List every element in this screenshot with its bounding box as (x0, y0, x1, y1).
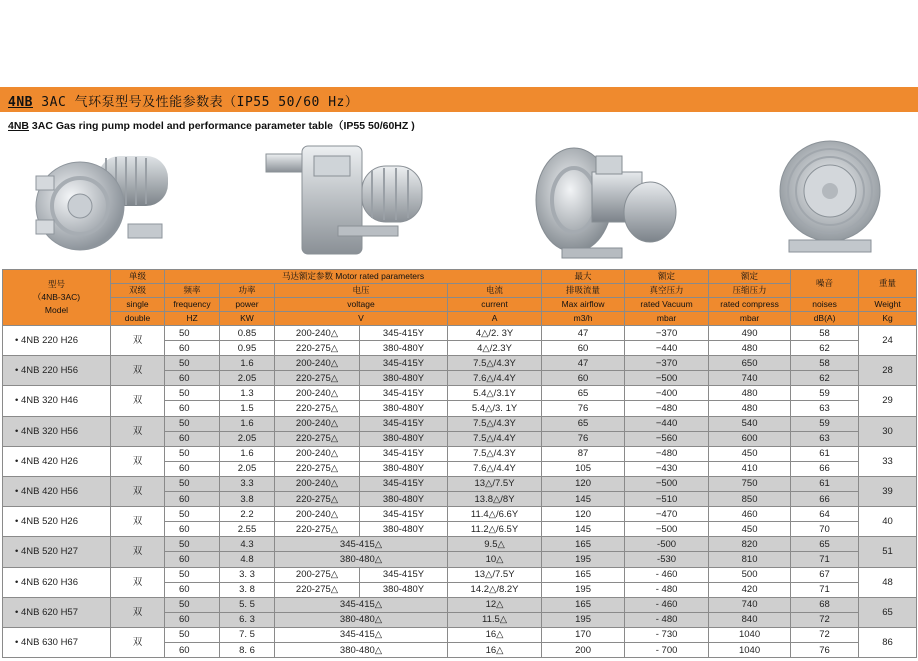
weight-cell: 30 (859, 416, 917, 446)
noise-cell: 67 (791, 567, 859, 582)
airflow-cell: 195 (542, 612, 625, 627)
vacuum-cell: −370 (625, 356, 709, 371)
power-cell: 1.6 (220, 416, 275, 431)
voltage-delta-cell: 200-240△ (275, 446, 360, 461)
vacuum-cell: −430 (625, 461, 709, 476)
vacuum-cell: −480 (625, 401, 709, 416)
table-row (3, 537, 917, 552)
model-name-cell: • 4NB 220 H26 (3, 326, 111, 356)
header-rated-1: 额定 (625, 270, 709, 284)
power-cell: 2.05 (220, 371, 275, 386)
vacuum-cell: - 480 (625, 612, 709, 627)
airflow-cell: 76 (542, 431, 625, 446)
voltage-delta-cell: 200-240△ (275, 326, 360, 341)
compress-cell: 740 (709, 371, 791, 386)
current-cell: 7.5△/4.3Y (448, 416, 542, 431)
model-name-cell: • 4NB 520 H26 (3, 507, 111, 537)
vacuum-cell: - 480 (625, 582, 709, 597)
header-stage: 单级 (111, 270, 165, 284)
header-double-cn: 双级 (111, 284, 165, 298)
compress-cell: 650 (709, 356, 791, 371)
noise-cell: 62 (791, 341, 859, 356)
voltage-star-cell: 345-415Y (360, 476, 448, 491)
header-weight-unit: Kg (859, 312, 917, 326)
weight-cell: 65 (859, 597, 917, 627)
noise-cell: 61 (791, 446, 859, 461)
voltage-cell: 380-480△ (275, 642, 448, 657)
table-row (3, 416, 917, 431)
voltage-star-cell: 380-480Y (360, 431, 448, 446)
frequency-cell: 50 (165, 386, 220, 401)
header-model: 型号 （4NB-3AC) Model (3, 270, 111, 326)
power-cell: 1.3 (220, 386, 275, 401)
table-row (3, 507, 917, 522)
model-name-cell: • 4NB 620 H36 (3, 567, 111, 597)
airflow-cell: 165 (542, 567, 625, 582)
power-cell: 3.8 (220, 492, 275, 507)
airflow-cell: 120 (542, 476, 625, 491)
airflow-cell: 145 (542, 492, 625, 507)
vacuum-cell: -500 (625, 537, 709, 552)
frequency-cell: 50 (165, 597, 220, 612)
vacuum-cell: −480 (625, 446, 709, 461)
table-row (3, 326, 917, 341)
header-double-en: double (111, 312, 165, 326)
noise-cell: 59 (791, 416, 859, 431)
pump-photo-front-icon (775, 136, 885, 261)
header-compress-cn: 压缩压力 (709, 284, 791, 298)
stage-cell: 双 (111, 567, 165, 597)
header-noise-cn: 噪音 (791, 270, 859, 298)
current-cell: 11.2△/6.5Y (448, 522, 542, 537)
voltage-cell: 380-480△ (275, 612, 448, 627)
compress-cell: 850 (709, 492, 791, 507)
model-name-cell: • 4NB 420 H26 (3, 446, 111, 476)
stage-cell: 双 (111, 627, 165, 657)
current-cell: 16△ (448, 642, 542, 657)
voltage-star-cell: 345-415Y (360, 356, 448, 371)
table-row (3, 386, 917, 401)
airflow-cell: 65 (542, 416, 625, 431)
header-freq-en: frequency (165, 298, 220, 312)
header-freq-unit: HZ (165, 312, 220, 326)
subtitle-text: 3AC Gas ring pump model and performance parameter table（IP55 50/60HZ ) (29, 120, 415, 132)
voltage-delta-cell: 200-240△ (275, 356, 360, 371)
frequency-cell: 50 (165, 416, 220, 431)
title-banner (0, 87, 918, 112)
current-cell: 13.8△/8Y (448, 492, 542, 507)
voltage-delta-cell: 200-240△ (275, 416, 360, 431)
model-name-cell: • 4NB 420 H56 (3, 476, 111, 506)
table-row (3, 567, 917, 582)
airflow-cell: 170 (542, 627, 625, 642)
frequency-cell: 50 (165, 627, 220, 642)
current-cell: 7.5△/4.3Y (448, 356, 542, 371)
model-name-cell: • 4NB 320 H46 (3, 386, 111, 416)
current-cell: 11.5△ (448, 612, 542, 627)
voltage-star-cell: 345-415Y (360, 567, 448, 582)
model-name-cell: • 4NB 320 H56 (3, 416, 111, 446)
voltage-delta-cell: 220-275△ (275, 341, 360, 356)
compress-cell: 450 (709, 446, 791, 461)
header-weight-en: Weight (859, 298, 917, 312)
header-airflow-en: Max airflow (542, 298, 625, 312)
voltage-cell: 345-415△ (275, 537, 448, 552)
table-row (3, 356, 917, 371)
stage-cell: 双 (111, 416, 165, 446)
model-name-cell: • 4NB 220 H56 (3, 356, 111, 386)
header-single-en: single (111, 298, 165, 312)
noise-cell: 58 (791, 356, 859, 371)
power-cell: 2.05 (220, 431, 275, 446)
voltage-delta-cell: 220-275△ (275, 582, 360, 597)
noise-cell: 61 (791, 476, 859, 491)
power-cell: 1.6 (220, 356, 275, 371)
vacuum-cell: −500 (625, 476, 709, 491)
pump-photo-side-icon (28, 136, 188, 261)
header-max: 最大 (542, 270, 625, 284)
vacuum-cell: - 700 (625, 642, 709, 657)
current-cell: 7.6△/4.4Y (448, 461, 542, 476)
header-noise-en: noises (791, 298, 859, 312)
compress-cell: 600 (709, 431, 791, 446)
power-cell: 6. 3 (220, 612, 275, 627)
header-vacuum-unit: mbar (625, 312, 709, 326)
frequency-cell: 50 (165, 507, 220, 522)
current-cell: 12△ (448, 597, 542, 612)
frequency-cell: 60 (165, 371, 220, 386)
compress-cell: 1040 (709, 627, 791, 642)
stage-cell: 双 (111, 356, 165, 386)
voltage-cell: 380-480△ (275, 552, 448, 567)
power-cell: 0.95 (220, 341, 275, 356)
airflow-cell: 120 (542, 507, 625, 522)
compress-cell: 1040 (709, 642, 791, 657)
vacuum-cell: −440 (625, 341, 709, 356)
voltage-delta-cell: 220-275△ (275, 431, 360, 446)
compress-cell: 480 (709, 341, 791, 356)
power-cell: 2.55 (220, 522, 275, 537)
vacuum-cell: −500 (625, 371, 709, 386)
compress-cell: 750 (709, 476, 791, 491)
vacuum-cell: −560 (625, 431, 709, 446)
weight-cell: 39 (859, 476, 917, 506)
power-cell: 2.2 (220, 507, 275, 522)
header-power-unit: KW (220, 312, 275, 326)
noise-cell: 72 (791, 627, 859, 642)
power-cell: 3. 8 (220, 582, 275, 597)
vacuum-cell: - 460 (625, 567, 709, 582)
header-weight-cn: 重量 (859, 270, 917, 298)
current-cell: 7.5△/4.3Y (448, 446, 542, 461)
weight-cell: 29 (859, 386, 917, 416)
airflow-cell: 87 (542, 446, 625, 461)
current-cell: 13△/7.5Y (448, 567, 542, 582)
frequency-cell: 60 (165, 582, 220, 597)
weight-cell: 40 (859, 507, 917, 537)
voltage-star-cell: 345-415Y (360, 507, 448, 522)
noise-cell: 59 (791, 386, 859, 401)
header-voltage-en: voltage (275, 298, 448, 312)
airflow-cell: 60 (542, 371, 625, 386)
weight-cell: 24 (859, 326, 917, 356)
stage-cell: 双 (111, 507, 165, 537)
voltage-delta-cell: 220-275△ (275, 522, 360, 537)
current-cell: 9.5△ (448, 537, 542, 552)
weight-cell: 51 (859, 537, 917, 567)
header-current-unit: A (448, 312, 542, 326)
voltage-delta-cell: 220-275△ (275, 401, 360, 416)
frequency-cell: 60 (165, 492, 220, 507)
current-cell: 4△/2.3Y (448, 341, 542, 356)
voltage-delta-cell: 200-275△ (275, 567, 360, 582)
current-cell: 7.6△/4.4Y (448, 371, 542, 386)
voltage-star-cell: 345-415Y (360, 446, 448, 461)
header-current-en: current (448, 298, 542, 312)
weight-cell: 33 (859, 446, 917, 476)
voltage-star-cell: 380-480Y (360, 341, 448, 356)
current-cell: 10△ (448, 552, 542, 567)
noise-cell: 66 (791, 461, 859, 476)
airflow-cell: 165 (542, 537, 625, 552)
voltage-star-cell: 345-415Y (360, 386, 448, 401)
table-row (3, 476, 917, 491)
current-cell: 11.4△/6.6Y (448, 507, 542, 522)
voltage-star-cell: 345-415Y (360, 326, 448, 341)
voltage-delta-cell: 200-240△ (275, 476, 360, 491)
voltage-star-cell: 380-480Y (360, 522, 448, 537)
frequency-cell: 60 (165, 341, 220, 356)
stage-cell: 双 (111, 326, 165, 356)
header-noise-unit: dB(A) (791, 312, 859, 326)
frequency-cell: 60 (165, 522, 220, 537)
vacuum-cell: −510 (625, 492, 709, 507)
frequency-cell: 60 (165, 642, 220, 657)
model-name-cell: • 4NB 630 H67 (3, 627, 111, 657)
header-freq-cn: 频率 (165, 284, 220, 298)
header-power-en: power (220, 298, 275, 312)
noise-cell: 71 (791, 552, 859, 567)
header-current-cn: 电流 (448, 284, 542, 298)
table-row (3, 627, 917, 642)
compress-cell: 410 (709, 461, 791, 476)
current-cell: 5.4△/3. 1Y (448, 401, 542, 416)
airflow-cell: 195 (542, 582, 625, 597)
voltage-star-cell: 345-415Y (360, 416, 448, 431)
frequency-cell: 50 (165, 567, 220, 582)
voltage-cell: 345-415△ (275, 627, 448, 642)
vacuum-cell: - 460 (625, 597, 709, 612)
compress-cell: 840 (709, 612, 791, 627)
pump-photo-long-icon (262, 140, 442, 260)
noise-cell: 64 (791, 507, 859, 522)
title-text: 3AC 气环泵型号及性能参数表（IP55 50/60 Hz） (32, 95, 359, 110)
compress-cell: 500 (709, 567, 791, 582)
noise-cell: 76 (791, 642, 859, 657)
frequency-cell: 60 (165, 612, 220, 627)
model-name-cell: • 4NB 520 H27 (3, 537, 111, 567)
stage-cell: 双 (111, 537, 165, 567)
voltage-delta-cell: 200-240△ (275, 507, 360, 522)
compress-cell: 740 (709, 597, 791, 612)
power-cell: 4.8 (220, 552, 275, 567)
voltage-star-cell: 380-480Y (360, 582, 448, 597)
title-model-prefix: 4NB (8, 95, 33, 110)
performance-table (2, 269, 917, 658)
power-cell: 4.3 (220, 537, 275, 552)
airflow-cell: 47 (542, 356, 625, 371)
header-voltage-unit: V (275, 312, 448, 326)
vacuum-cell: −470 (625, 507, 709, 522)
voltage-delta-cell: 200-240△ (275, 386, 360, 401)
airflow-cell: 200 (542, 642, 625, 657)
vacuum-cell: −440 (625, 416, 709, 431)
airflow-cell: 60 (542, 341, 625, 356)
voltage-star-cell: 380-480Y (360, 401, 448, 416)
noise-cell: 72 (791, 612, 859, 627)
compress-cell: 480 (709, 386, 791, 401)
current-cell: 13△/7.5Y (448, 476, 542, 491)
vacuum-cell: −370 (625, 326, 709, 341)
voltage-delta-cell: 220-275△ (275, 492, 360, 507)
voltage-delta-cell: 220-275△ (275, 371, 360, 386)
current-cell: 4△/2. 3Y (448, 326, 542, 341)
airflow-cell: 76 (542, 401, 625, 416)
airflow-cell: 195 (542, 552, 625, 567)
power-cell: 1.5 (220, 401, 275, 416)
voltage-star-cell: 380-480Y (360, 371, 448, 386)
weight-cell: 28 (859, 356, 917, 386)
frequency-cell: 50 (165, 326, 220, 341)
voltage-cell: 345-415△ (275, 597, 448, 612)
table-body (3, 326, 917, 658)
compress-cell: 450 (709, 522, 791, 537)
noise-cell: 70 (791, 522, 859, 537)
power-cell: 1.6 (220, 446, 275, 461)
header-airflow-cn: 排吸流量 (542, 284, 625, 298)
frequency-cell: 50 (165, 356, 220, 371)
power-cell: 0.85 (220, 326, 275, 341)
model-name-cell: • 4NB 620 H57 (3, 597, 111, 627)
compress-cell: 820 (709, 537, 791, 552)
compress-cell: 490 (709, 326, 791, 341)
power-cell: 3. 3 (220, 567, 275, 582)
compress-cell: 420 (709, 582, 791, 597)
weight-cell: 86 (859, 627, 917, 657)
airflow-cell: 105 (542, 461, 625, 476)
current-cell: 7.5△/4.4Y (448, 431, 542, 446)
current-cell: 16△ (448, 627, 542, 642)
header-compress-unit: mbar (709, 312, 791, 326)
frequency-cell: 60 (165, 461, 220, 476)
vacuum-cell: -530 (625, 552, 709, 567)
header-vacuum-cn: 真空压力 (625, 284, 709, 298)
compress-cell: 460 (709, 507, 791, 522)
header-voltage-cn: 电压 (275, 284, 448, 298)
power-cell: 8. 6 (220, 642, 275, 657)
compress-cell: 540 (709, 416, 791, 431)
weight-cell: 48 (859, 567, 917, 597)
frequency-cell: 60 (165, 401, 220, 416)
noise-cell: 66 (791, 492, 859, 507)
table-row (3, 597, 917, 612)
stage-cell: 双 (111, 446, 165, 476)
frequency-cell: 50 (165, 537, 220, 552)
noise-cell: 68 (791, 597, 859, 612)
header-motor-group: 马达额定参数 Motor rated parameters (165, 270, 542, 284)
compress-cell: 810 (709, 552, 791, 567)
header-compress-en: rated compress (709, 298, 791, 312)
page-subtitle (8, 118, 415, 133)
vacuum-cell: - 730 (625, 627, 709, 642)
header-power-cn: 功率 (220, 284, 275, 298)
airflow-cell: 47 (542, 326, 625, 341)
noise-cell: 62 (791, 371, 859, 386)
vacuum-cell: −500 (625, 522, 709, 537)
header-airflow-unit: m3/h (542, 312, 625, 326)
stage-cell: 双 (111, 386, 165, 416)
header-vacuum-en: rated Vacuum (625, 298, 709, 312)
subtitle-model-prefix: 4NB (8, 120, 30, 132)
frequency-cell: 50 (165, 476, 220, 491)
stage-cell: 双 (111, 597, 165, 627)
vacuum-cell: −400 (625, 386, 709, 401)
airflow-cell: 65 (542, 386, 625, 401)
noise-cell: 65 (791, 537, 859, 552)
power-cell: 2.05 (220, 461, 275, 476)
noise-cell: 63 (791, 431, 859, 446)
pump-photo-angle-icon (532, 138, 682, 263)
header-rated-2: 额定 (709, 270, 791, 284)
frequency-cell: 50 (165, 446, 220, 461)
compress-cell: 480 (709, 401, 791, 416)
voltage-star-cell: 380-480Y (360, 461, 448, 476)
airflow-cell: 145 (542, 522, 625, 537)
power-cell: 3.3 (220, 476, 275, 491)
voltage-star-cell: 380-480Y (360, 492, 448, 507)
current-cell: 5.4△/3.1Y (448, 386, 542, 401)
noise-cell: 63 (791, 401, 859, 416)
power-cell: 7. 5 (220, 627, 275, 642)
product-photos (0, 132, 918, 267)
voltage-delta-cell: 220-275△ (275, 461, 360, 476)
airflow-cell: 165 (542, 597, 625, 612)
table-row (3, 446, 917, 461)
noise-cell: 58 (791, 326, 859, 341)
page-title (8, 91, 358, 110)
frequency-cell: 60 (165, 552, 220, 567)
stage-cell: 双 (111, 476, 165, 506)
noise-cell: 71 (791, 582, 859, 597)
frequency-cell: 60 (165, 431, 220, 446)
current-cell: 14.2△/8.2Y (448, 582, 542, 597)
power-cell: 5. 5 (220, 597, 275, 612)
